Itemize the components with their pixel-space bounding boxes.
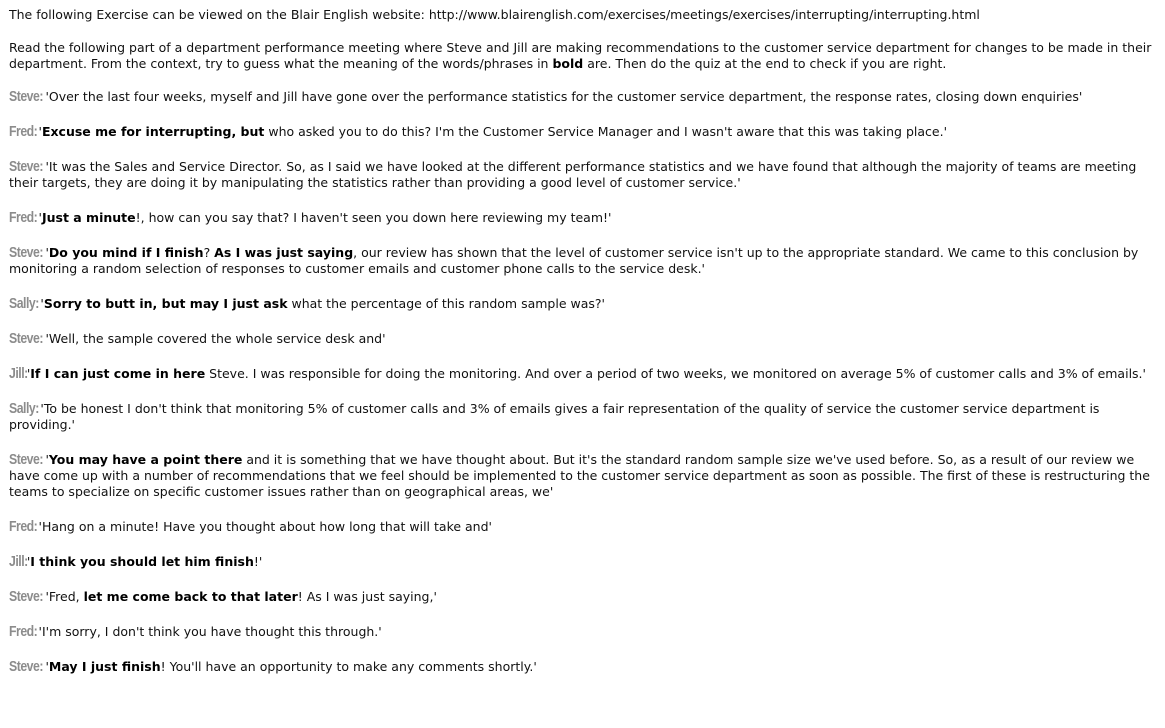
speaker-name: Sally:: [9, 400, 39, 417]
intro-text-1: Read the following part of a department performance meeting where Steve and Jill are making recommendations to the customer service department for changes to be made in their department. From the context, try to guess what the meaning of the words/phrases in: [9, 40, 1152, 71]
line-text: 'Fred,: [45, 589, 84, 604]
line-text: 'To be honest I don't think that monitoring 5% of customer calls and 3% of emails gives a fair representation of the quality of service the customer service department is providing.': [9, 401, 1100, 432]
intro-bold-word: bold: [552, 56, 584, 71]
line-text: ': [26, 366, 31, 381]
line-text: 'Well, the sample covered the whole service desk and': [45, 331, 386, 346]
key-phrase: If I can just come in here: [30, 366, 206, 381]
line-text: 'I'm sorry, I don't think you have thought this through.': [38, 624, 382, 639]
line-text: 'Over the last four weeks, myself and Jill have gone over the performance statistics for the customer service department, the response rates, closing down enquiries': [45, 89, 1083, 104]
dialogue-line: [9, 401, 1156, 433]
dialogue-line: [9, 589, 1156, 605]
source-url: http://www.blairenglish.com/exercises/meetings/exercises/interrupting/interrupting.html: [428, 7, 980, 22]
dialogue-line: [9, 331, 1156, 347]
speaker-name: Fred:: [9, 518, 38, 535]
key-phrase: You may have a point there: [48, 452, 243, 467]
dialogue-line: [9, 124, 1156, 140]
dialogue-line: [9, 245, 1156, 277]
speaker-name: Fred:: [9, 209, 38, 226]
line-text: ': [38, 124, 42, 139]
dialogue-line: [9, 366, 1156, 382]
line-text: !, how can you say that? I haven't seen you down here reviewing my team!': [135, 210, 612, 225]
line-text: ': [26, 554, 31, 569]
dialogue-line: [9, 296, 1156, 312]
speaker-name: Fred:: [9, 123, 38, 140]
source-line: [9, 7, 1156, 23]
speaker-name: Fred:: [9, 623, 38, 640]
dialogue-line: [9, 554, 1156, 570]
key-phrase: Excuse me for interrupting, but: [41, 124, 265, 139]
line-text: what the percentage of this random sample was?': [287, 296, 605, 311]
speaker-name: Steve:: [9, 588, 43, 605]
line-text: ! You'll have an opportunity to make any comments shortly.': [160, 659, 537, 674]
key-phrase: May I just finish: [48, 659, 161, 674]
speaker-name: Steve:: [9, 451, 43, 468]
line-text: , our review has shown that the level of customer service isn't up to the appropriate standard. We came to this conclusion by monitoring a random selection of responses to customer emails and customer phone calls to the service desk.': [9, 245, 1139, 276]
dialogue-line: [9, 519, 1156, 535]
speaker-name: Sally:: [9, 295, 39, 312]
speaker-name: Steve:: [9, 658, 43, 675]
key-phrase: As I was just saying: [214, 245, 354, 260]
line-text: ': [45, 659, 49, 674]
line-text: ?: [203, 245, 215, 260]
line-text: ': [45, 452, 49, 467]
line-text: and it is something that we have thought about. But it's the standard random sample size we've used before. So, as a result of our review we have come up with a number of recommendations that we feel should be implemented to the customer service department as soon as possible. The first of these is restructuring the teams to specialize on specific customer issues rather than on geographical areas, we': [9, 452, 1150, 499]
key-phrase: I think you should let him finish: [30, 554, 254, 569]
intro-text-2: are. Then do the quiz at the end to check if you are right.: [583, 56, 947, 71]
dialogue: [9, 89, 1156, 675]
dialogue-line: [9, 89, 1156, 105]
dialogue-line: [9, 659, 1156, 675]
speaker-name: Steve:: [9, 330, 43, 347]
line-text: ': [40, 296, 44, 311]
line-text: !': [253, 554, 263, 569]
speaker-name: Jill:: [9, 553, 28, 570]
line-text: Steve. I was responsible for doing the monitoring. And over a period of two weeks, we monitored on average 5% of customer calls and 3% of emails.': [205, 366, 1146, 381]
line-text: ': [38, 210, 42, 225]
speaker-name: Steve:: [9, 244, 43, 261]
dialogue-line: [9, 210, 1156, 226]
speaker-name: Jill:: [9, 365, 28, 382]
dialogue-line: [9, 159, 1156, 191]
speaker-name: Steve:: [9, 158, 43, 175]
dialogue-line: [9, 452, 1156, 500]
source-prefix: The following Exercise can be viewed on the Blair English website:: [9, 7, 429, 22]
speaker-name: Steve:: [9, 88, 43, 105]
dialogue-line: [9, 624, 1156, 640]
key-phrase: Sorry to butt in, but may I just ask: [43, 296, 288, 311]
line-text: ': [45, 245, 49, 260]
key-phrase: let me come back to that later: [83, 589, 298, 604]
line-text: 'Hang on a minute! Have you thought about how long that will take and': [38, 519, 492, 534]
line-text: who asked you to do this? I'm the Customer Service Manager and I wasn't aware that this was taking place.': [264, 124, 948, 139]
key-phrase: Do you mind if I finish: [48, 245, 204, 260]
line-text: ! As I was just saying,': [297, 589, 437, 604]
key-phrase: Just a minute: [41, 210, 136, 225]
intro-paragraph: [9, 40, 1156, 72]
line-text: 'It was the Sales and Service Director. So, as I said we have looked at the different performance statistics and we have found that although the majority of teams are meeting their targets, they are doing it by manipulating the statistics rather than providing a good level of customer service.': [9, 159, 1137, 190]
